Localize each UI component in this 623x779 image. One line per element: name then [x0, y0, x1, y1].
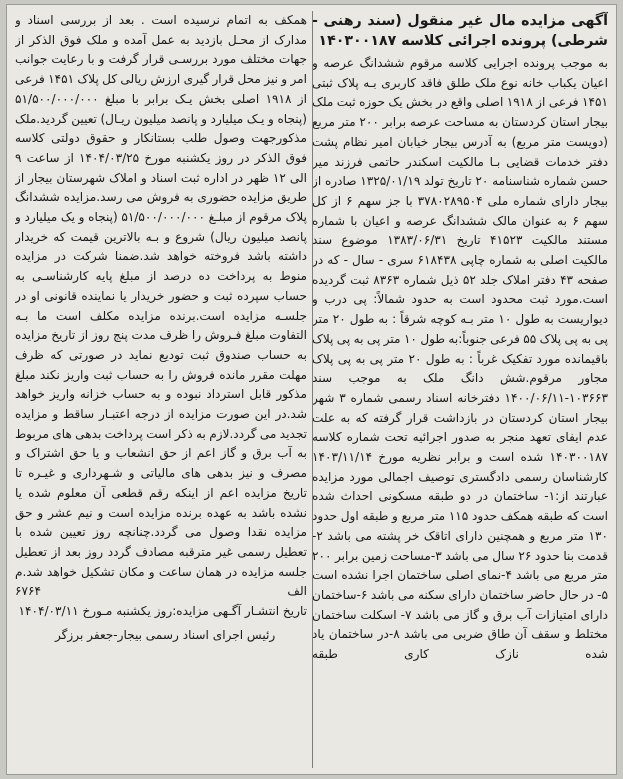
newspaper-clipping	[6, 4, 617, 775]
publish-date: تاریخ انتشـار آگـهی مزایده:روز یکشنبه مـورخ ۱۴۰۴/۰۳/۱۱	[18, 604, 307, 619]
signature-line: رئیس اجرای اسناد رسمی بیجار-جعفر برزگر	[55, 627, 276, 642]
right-column	[312, 11, 608, 768]
notice-title: آگهی مزایده مال غیر منقول (سند رهنی - شرطی) پرونده اجرائی کلاسه ۱۴۰۳۰۰۱۸۷	[312, 13, 608, 49]
notice-body-right: به موجب پرونده اجرایی کلاسه مرقوم ششدانگ عرصه و اعیان یکباب خانه نوع ملک طلق فاقد کاربری بـه پلاک ثبتی ۱۴۵۱ فرعی از ۱۹۱۸ اصلی واقع در بخش یک حوزه ثبت ملک بیجار استان کردستان به مساحت عرصه برابر ۲۰۰ متر مربع (دویست متر مربع) به آدرس بیجار خیابان امیر نظام پشت دفتر خدمات قضایی بـا مالکیت اسکندر حاتمی فرزند میر حسن شماره شناسنامه ۲۰ تاریخ تولد ۱۳۲۵/۰۱/۱۹ صادره از بیجار دارای شماره ملی ۳۷۸۰۲۸۹۵۰۴ با جز سهم ۶ از کل سهم ۶ به عنوان مالک ششدانگ عرصه و اعیان با شماره مستند مالکیت ۴۱۵۲۳ تاریخ ۱۳۸۳/۰۶/۳۱ موضوع سند مالکیت اصلی به شماره چاپی ۶۱۸۴۳۸ سری - سال - که در صفحه ۴۳ دفتر املاک جلد ۵۲ ذیل شماره ۸۳۶۳ ثبت گردیده است.مورد ثبت محدود است به حدود شمالاً: پی درب و دیواریست به طول ۱۰ متر بـه کوچه شرقاً : به طول ۲۰ متر پی به پی پلاک ۵۵ فرعی جنوباً:به طول ۱۰ متر پی به پی پلاک باقیمانده مورد تفکیک غرباً : به طول ۲۰ متر پی به پی پلاک مجاور مرقوم.شش دانگ ملک به موجب سند ۱۰۳۶۶۳-۱۴۰۰/۰۶/۱۱ دفترخانه اسناد رسمی شماره ۳ شهر بیجار استان کردستان در بازداشت قرار گرفته که به علت عدم ایفای تعهد منجر به صدور اجرائیه تحت شماره کلاسه ۱۴۰۳۰۰۱۸۷ شده است و برابر نظریه مورخ ۱۴۰۳/۱۱/۱۴ کارشناسان رسمی دادگستری توصیف اجمالی مورد مزایده عبارتند از:۱- ساختمان در دو طبقه مسکونی احداث شده است که طبقه همکف حدود ۱۱۵ متر مربع و طبقه اول حدود ۱۳۰ متر مربع و همچنین دارای اتاقک خر پشته می باشد ۲-قدمت بنا حدود ۲۶ سال می باشد ۳-مساحت زمین برابر ۲۰۰ متر مربع می باشد ۴-نمای اصلی ساختمان اجرا نشده است ۵- در حال حاضر ساختمان دارای سکنه می باشد ۶-ساختمان دارای امتیازات آب برق و گاز می باشد ۷- اسکلت ساختمان مختلط و سقف آن طاق ضربی می باشد ۸-در ساختمان یاد شده نازک کاری طبقه	[312, 56, 608, 662]
left-column	[15, 11, 307, 768]
column-divider	[312, 11, 313, 768]
notice-body-left: همکف به اتمام نرسیده است . بعد از بررسی اسناد و مدارک از محـل بازدید به عمل آمده و ملک فوق الذکر از جهات مختلف مورد بررسـی قرار گرفت و با رعایت جوانب امر و نیز محل قرار گیری ارزش ریالی کل پلاک ۱۴۵۱ فرعی از ۱۹۱۸ اصلی بخش یـک برابر با مبلغ ۵۱/۵۰۰/۰۰۰/۰۰۰ (پنجاه و یـک میلیارد و پانصد میلیون ریـال) تعیین گردید.ملک مذکورجهت وصول طلب بستانکار و حقوق دولتی کلاسه فوق الذکر در روز یکشنبه مورخ ۱۴۰۴/۰۳/۲۵ از ساعت ۹ الی ۱۲ ظهر در اداره ثبت اسناد و املاک شهرستان بیجار از طریق مزایده حضوری به فروش می رسد.مزایده ششدانگ پلاک مرقوم از مبلـغ ۵۱/۵۰۰/۰۰۰/۰۰۰ (پنجاه و یک میلیارد و پانصد میلیون ریال) شروع و بـه بالاترین قیمت که خریدار داشته باشد فروخته خواهد شد.ضمنا شرکت در مزایده منوط به پرداخت ده درصد از مبلغ پایه کارشناسـی به حساب سپرده ثبت و حضور خریدار یا نماینده قانونی او در جلسـه مزایده است.برنده مزایده مکلف است ما بـه التفاوت مبلغ فـروش را ظرف مدت پنج روز از تاریخ مزایده به حساب صندوق ثبت تودیع نماید در صورتی که ظرف مهلت مقرر مانده فروش را به حساب ثبت واریز نکند مبلغ مذکور قابل استرداد نبوده و به حساب خزانه واریز خواهد شد.در این صورت مزایده از درجه اعتبـار ساقط و مزایده تجدید می گردد.لازم به ذکر است پرداخت بدهی های مربوط به آب برق و گاز اعم از حق انشعاب و یا حق اشتراک و مصرف و نیز بدهی های مالیاتی و شـهرداری و غیـره تا تاریخ مزایده اعم از اینکه رقم قطعی آن معلوم شده یا نشده باشد به عهده برنده مزایده است و نیم عشر و حق مزایده نقدا وصول می گردد.چنانچه روز تعیین شده با تعطیل رسمی غیر مترقبه مصادف گردد روز بعد از تعطیل جلسه مزایده در همان ساعت و مکان تشکیل خواهد شد.م الف ۶۷۶۴	[15, 13, 307, 599]
